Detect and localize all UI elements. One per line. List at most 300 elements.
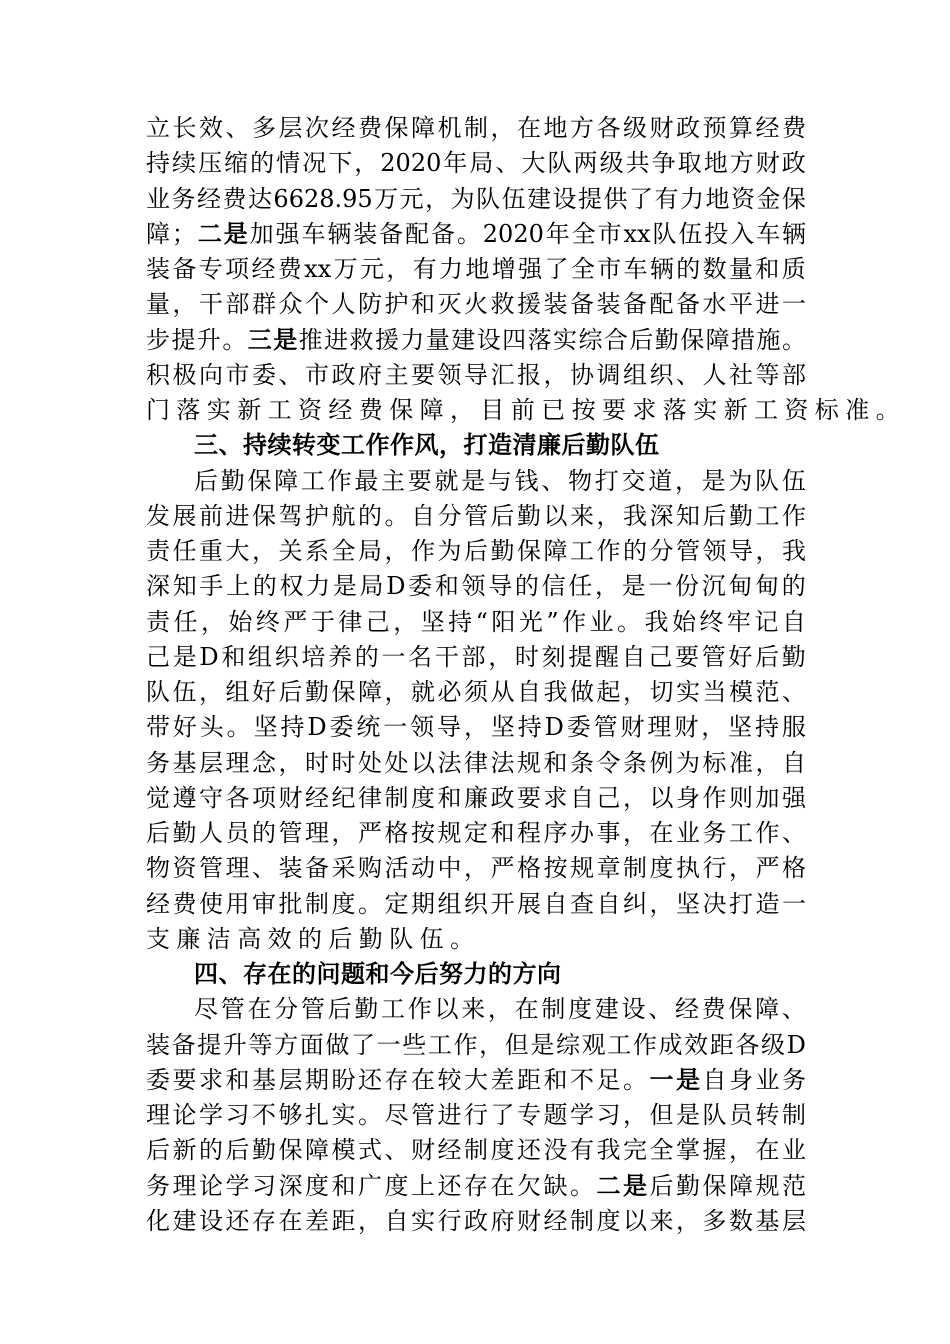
text-line: [146, 393, 906, 428]
section-heading: 三、持续转变工作作风，打造清廉后勤队伍: [194, 431, 660, 460]
body-text: 政: [676, 114, 700, 142]
text-line-content: [146, 605, 806, 640]
body-text: 信: [541, 572, 566, 601]
body-text: 制: [541, 995, 566, 1024]
body-text: ，: [487, 995, 512, 1024]
body-text: 。: [623, 1065, 647, 1094]
body-text: 下: [328, 149, 353, 178]
text-line-content: [194, 992, 806, 1027]
body-text: 格: [384, 819, 409, 847]
body-text: 扎: [305, 1101, 329, 1129]
body-text: 严: [755, 854, 780, 883]
body-text: 金: [756, 184, 781, 213]
body-text: 财: [649, 114, 674, 142]
body-text: 管: [199, 854, 223, 883]
body-text: ，: [755, 748, 780, 777]
body-text: 障: [705, 325, 730, 354]
body-text: 方: [274, 1030, 299, 1059]
body-text: 作: [755, 819, 780, 847]
body-text: 导: [437, 713, 462, 742]
body-text: 自: [543, 889, 568, 918]
body-text: 业: [146, 184, 170, 213]
body-text: 财: [517, 1206, 541, 1235]
body-text: 的: [623, 537, 647, 565]
body-text: 加: [249, 219, 274, 248]
body-text: 组: [248, 642, 272, 671]
body-text: 障: [274, 466, 299, 495]
body-text: 和: [490, 819, 515, 847]
body-text: 力: [439, 255, 464, 283]
body-text: 局: [358, 537, 382, 565]
body-text: 一: [376, 1030, 401, 1059]
body-text: 员: [225, 819, 250, 847]
body-text: 人: [702, 360, 727, 389]
body-text: 费: [222, 184, 247, 213]
body-text: 辆: [327, 219, 352, 248]
body-text: 。: [570, 1171, 594, 1200]
body-text: 严: [490, 854, 515, 883]
body-text: 处: [358, 748, 382, 777]
body-text: 制: [305, 889, 329, 918]
body-text: 式: [358, 1136, 382, 1165]
text-line: [146, 1028, 806, 1063]
body-text: ，: [623, 819, 647, 847]
body-text: 障: [305, 1136, 329, 1165]
text-line-content: [146, 851, 806, 886]
body-text: 资: [730, 184, 755, 213]
body-text: 财: [674, 713, 699, 742]
body-text: 深: [649, 501, 674, 530]
body-text: 组: [225, 678, 250, 706]
body-text: 阳: [491, 607, 516, 636]
body-text: 主: [384, 360, 409, 389]
body-text: 干: [199, 290, 223, 319]
body-text: 领: [410, 713, 435, 742]
body-text: 备: [623, 290, 647, 319]
body-text: 还: [517, 1136, 541, 1165]
body-text: 层: [199, 748, 223, 777]
body-text: 了: [629, 184, 653, 213]
body-text: 防: [358, 290, 382, 319]
body-text: 坚: [253, 713, 278, 742]
body-text: 障: [411, 114, 435, 142]
body-text: 后: [278, 678, 303, 706]
body-text: 层: [278, 114, 303, 142]
body-text: 深: [146, 572, 170, 601]
body-text: 掌: [676, 1136, 700, 1165]
body-text: 是: [701, 466, 726, 495]
body-text: 备: [379, 219, 404, 248]
body-text: 压: [198, 149, 223, 178]
body-text: 要: [407, 466, 432, 495]
body-text: 实: [676, 678, 700, 706]
body-text: 规: [755, 1171, 780, 1200]
body-text: 则: [729, 783, 753, 812]
body-text: 责: [146, 607, 170, 636]
body-text: D: [386, 572, 406, 601]
body-text: 期: [411, 889, 435, 918]
body-text: 况: [302, 149, 327, 178]
body-text: 步: [146, 325, 170, 354]
body-text: 地: [703, 149, 728, 178]
body-text: 己: [365, 607, 390, 636]
text-line: [146, 534, 806, 569]
body-text: 道: [648, 466, 673, 495]
body-text: 后: [490, 501, 515, 530]
body-text: 元: [359, 255, 384, 283]
body-text: 委: [566, 713, 591, 742]
body-text: 了: [490, 1101, 515, 1129]
body-text: ，: [425, 184, 450, 213]
body-text: 使: [199, 889, 223, 918]
body-text: 关: [278, 537, 303, 565]
body-text: 己: [146, 642, 170, 671]
text-line-content: [146, 111, 806, 146]
body-text: 车: [623, 255, 648, 283]
text-line-content: [146, 746, 806, 781]
body-text: 距: [517, 1065, 541, 1094]
body-text: 提: [197, 1030, 222, 1059]
body-text: 实: [411, 1206, 435, 1235]
body-text: 综: [578, 325, 603, 354]
body-text: 我: [782, 537, 806, 565]
body-text: 度: [596, 1206, 621, 1235]
emphasis-text: 是: [223, 219, 248, 248]
body-text: 年: [545, 219, 570, 248]
body-text: 好: [252, 678, 276, 706]
body-text: 2020: [482, 219, 544, 248]
body-text: 学: [570, 1101, 594, 1129]
body-text: 按: [543, 854, 568, 883]
body-text: 设: [476, 325, 501, 354]
body-text: xx: [304, 255, 332, 283]
body-text: 进: [437, 1101, 462, 1129]
emphasis-text: 一: [649, 1065, 674, 1094]
body-text: 任: [172, 537, 197, 565]
body-text: 以: [434, 995, 459, 1024]
body-text: 律: [338, 607, 363, 636]
body-text: 航: [331, 501, 356, 530]
text-line: [146, 323, 806, 358]
body-text: 批: [278, 889, 303, 918]
body-text: 委: [146, 1065, 170, 1094]
body-text: ，: [676, 1206, 700, 1235]
body-text: 系: [305, 537, 329, 565]
body-text: 委: [329, 713, 354, 742]
body-text: 尽: [194, 995, 218, 1024]
body-text: 始: [671, 607, 696, 636]
body-text: 觉: [146, 783, 170, 812]
body-text: 存: [252, 1206, 276, 1235]
body-text: 级: [761, 1030, 785, 1059]
body-text: 员: [729, 1101, 753, 1129]
body-text: 要: [517, 783, 541, 812]
body-text: 坚: [728, 713, 753, 742]
body-text: “: [475, 607, 488, 636]
body-text: 经: [331, 114, 356, 142]
body-text: 范: [782, 1171, 806, 1200]
body-text: 钱: [514, 466, 539, 495]
body-text: 纪: [331, 783, 356, 812]
body-text: 些: [402, 1030, 427, 1059]
body-text: 管: [701, 642, 726, 671]
body-text: 制: [384, 783, 409, 812]
body-text: 律: [358, 783, 382, 812]
body-text: 打: [729, 889, 753, 918]
body-text: 从: [490, 678, 515, 706]
body-text: 理: [647, 713, 672, 742]
body-text: 队: [702, 1101, 727, 1129]
body-text: 保: [252, 501, 276, 530]
body-text: 是: [461, 466, 486, 495]
body-text: 财: [278, 783, 303, 812]
body-text: 、: [495, 149, 520, 178]
body-text: 项: [225, 255, 250, 283]
body-text: 展: [517, 889, 541, 918]
body-text: 严: [358, 819, 382, 847]
body-text: ，: [729, 1136, 753, 1165]
body-text: 基: [755, 1206, 780, 1235]
body-text: 与: [487, 466, 512, 495]
body-text: 制: [464, 1136, 488, 1165]
body-text: 争: [651, 149, 676, 178]
body-text: 建: [594, 995, 619, 1024]
body-text: 在: [517, 114, 541, 142]
body-text: 共: [625, 149, 650, 178]
body-text: 织: [274, 642, 299, 671]
body-text: 范: [755, 678, 780, 706]
text-line: [146, 569, 806, 604]
body-text: 较: [437, 1065, 462, 1094]
body-text: 作: [407, 995, 432, 1024]
body-text: 辆: [649, 255, 674, 283]
body-text: 自: [621, 642, 646, 671]
body-text: 做: [570, 678, 594, 706]
body-text: 还: [437, 1171, 462, 1200]
body-text: 工: [300, 466, 325, 495]
body-text: 增: [491, 255, 516, 283]
body-text: 提: [578, 184, 603, 213]
body-text: 切: [649, 678, 674, 706]
emphasis-text: 三: [247, 325, 272, 354]
body-text: 经: [146, 889, 170, 918]
body-text: 理: [146, 1101, 170, 1129]
body-text: 习: [596, 1101, 621, 1129]
body-text: 统: [356, 713, 381, 742]
body-text: 基: [172, 748, 197, 777]
body-text: 甸: [728, 572, 753, 601]
body-text: 保: [702, 1171, 727, 1200]
body-text: 是: [172, 642, 197, 671]
body-text: 章: [596, 854, 621, 883]
body-text: 坚: [490, 713, 515, 742]
body-text: 有: [570, 1136, 594, 1165]
body-text: 层: [278, 1065, 303, 1094]
body-text: 为: [728, 466, 753, 495]
body-text: 作: [632, 1030, 657, 1059]
text-line: [146, 887, 806, 922]
text-line-content: [146, 499, 806, 534]
body-text: 深: [278, 1171, 303, 1200]
text-line: [146, 675, 806, 710]
body-text: 工: [607, 1030, 632, 1059]
body-text: 机: [437, 114, 462, 142]
body-text: 时: [305, 748, 329, 777]
body-text: 分: [274, 995, 299, 1024]
body-text: 等: [248, 1030, 273, 1059]
body-text: 知: [676, 501, 700, 530]
body-text: 物: [146, 854, 170, 883]
body-text: 但: [649, 1101, 674, 1129]
body-text: 任: [568, 572, 593, 601]
body-text: 取: [677, 149, 702, 178]
body-text: 的: [252, 572, 277, 601]
body-text: 一: [381, 642, 406, 671]
body-text: 备: [430, 219, 455, 248]
body-text: 理: [172, 1171, 197, 1200]
body-text: 须: [464, 678, 488, 706]
body-text: 部: [782, 360, 806, 389]
body-text: 后: [225, 1136, 250, 1165]
body-text: 支廉洁高效的后勤队伍。: [146, 924, 481, 953]
body-text: 学: [199, 1101, 223, 1129]
body-text: 养: [328, 642, 353, 671]
text-line-content: [146, 569, 806, 604]
body-text: 完: [623, 1136, 647, 1165]
body-text: 费: [358, 114, 382, 142]
body-text: 一: [782, 889, 806, 918]
body-text: 最: [354, 466, 379, 495]
body-text: 自: [384, 1206, 409, 1235]
body-text: 勤: [220, 466, 245, 495]
body-text: 令: [596, 748, 621, 777]
body-text: 制: [623, 854, 647, 883]
body-text: 采: [331, 854, 356, 883]
body-text: 行: [702, 854, 727, 883]
body-text: ，: [729, 854, 753, 883]
body-text: 求: [543, 783, 568, 812]
body-text: 政: [464, 1206, 488, 1235]
body-text: 管: [300, 995, 325, 1024]
body-text: 委: [408, 572, 433, 601]
emphasis-text: 是: [623, 1171, 647, 1200]
body-text: 强: [782, 783, 806, 812]
body-text: 府: [490, 1206, 515, 1235]
document-page: [146, 111, 906, 1239]
body-text: 费: [277, 255, 302, 283]
body-text: 年: [443, 149, 468, 178]
body-text: 、: [252, 854, 276, 883]
text-line-content: [146, 1204, 806, 1239]
body-text: 的: [781, 572, 806, 601]
body-text: 理: [225, 854, 250, 883]
body-text: 一: [782, 290, 806, 319]
body-text: 造: [755, 889, 780, 918]
text-line: [146, 1063, 806, 1098]
body-text: 干: [434, 642, 459, 671]
body-text: 存: [464, 1171, 488, 1200]
text-line-content: [146, 323, 806, 358]
body-text: 。: [226, 713, 251, 742]
body-text: 地: [543, 114, 568, 142]
body-text: 万: [374, 184, 399, 213]
body-text: 欠: [517, 1171, 541, 1200]
body-text: 、: [225, 114, 250, 142]
body-text: 条: [623, 748, 647, 777]
body-text: 就: [434, 466, 459, 495]
body-text: 要: [411, 360, 435, 389]
body-text: 备: [570, 290, 594, 319]
body-text: 领: [702, 537, 727, 565]
body-text: 以: [649, 783, 674, 812]
section-heading: 四、存在的问题和今后努力的方向: [194, 960, 562, 988]
body-text: 2020: [380, 149, 442, 178]
body-text: 和: [221, 642, 246, 671]
body-text: 的: [354, 642, 379, 671]
body-text: 格: [782, 854, 806, 883]
body-text: 定: [384, 889, 409, 918]
body-text: 持: [517, 713, 542, 742]
body-text: 务: [702, 819, 727, 847]
body-text: 决: [702, 889, 727, 918]
body-text: 用: [225, 889, 250, 918]
body-text: xx: [623, 219, 651, 248]
body-text: 勤: [490, 537, 515, 565]
body-text: 不: [252, 1101, 276, 1129]
body-text: 府: [358, 360, 382, 389]
body-text: 援: [374, 325, 399, 354]
body-text: 成: [658, 1030, 683, 1059]
body-text: 后: [649, 1171, 674, 1200]
body-text: 部: [225, 290, 250, 319]
body-text: 局: [469, 149, 494, 178]
body-text: 一: [648, 572, 673, 601]
body-text: 政: [781, 149, 806, 178]
body-text: 部: [461, 642, 486, 671]
body-text: 力: [306, 572, 331, 601]
body-text: 程: [517, 819, 541, 847]
body-text: 达: [247, 184, 272, 213]
body-text: 备: [305, 854, 329, 883]
body-text: 距: [331, 1206, 356, 1235]
body-text: 经: [755, 114, 780, 142]
body-text: 培: [301, 642, 326, 671]
body-text: 勤: [654, 325, 679, 354]
body-text: 工: [381, 995, 406, 1024]
body-text: 装: [146, 255, 170, 283]
body-text: 保: [781, 184, 806, 213]
body-text: 。: [617, 607, 641, 636]
body-text: 等: [755, 360, 780, 389]
body-text: 全: [649, 1136, 674, 1165]
body-text: 管: [593, 713, 618, 742]
body-text: 组: [623, 360, 647, 389]
body-text: 装: [278, 854, 303, 883]
body-text: 度: [411, 783, 435, 812]
body-text: 后: [146, 819, 170, 847]
body-text: ，: [674, 466, 699, 495]
body-text: 工: [729, 819, 753, 847]
body-text: 效: [684, 1030, 709, 1059]
body-text: 装: [353, 219, 378, 248]
body-text: 合: [603, 325, 628, 354]
body-text: 观: [581, 1030, 606, 1059]
body-text: 任: [173, 607, 198, 636]
body-text: ，: [649, 889, 674, 918]
body-text: 守: [199, 783, 223, 812]
body-text: 作: [453, 1030, 478, 1059]
body-text: 量: [728, 255, 753, 283]
